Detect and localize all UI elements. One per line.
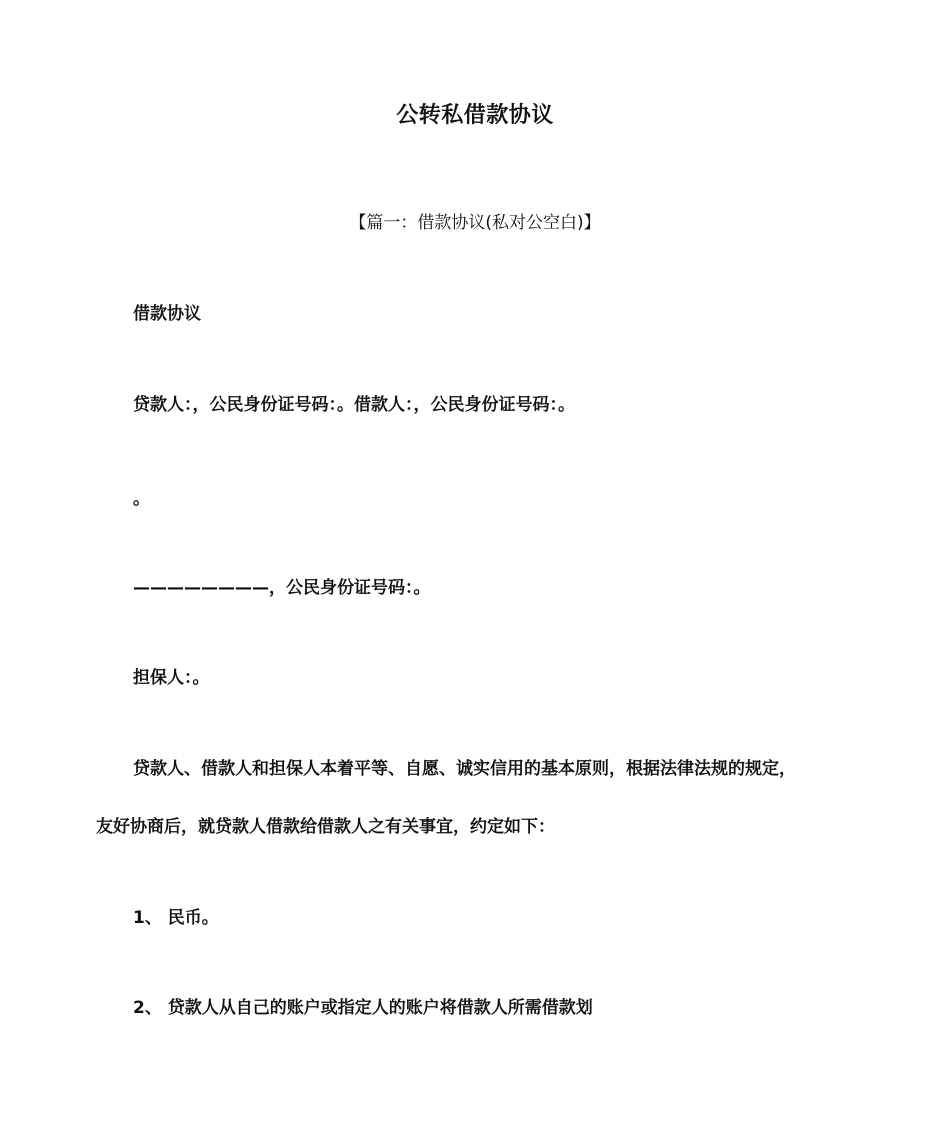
lender-borrower-line: 贷款人：，公民身份证号码：。借款人：，公民身份证号码：。 [133,395,575,415]
clause-1: 1、 民币。 [133,908,219,928]
preamble-line-1: 贷款人、借款人和担保人本着平等、自愿、诚实信用的基本原则，根据法律法规的规定， [133,759,796,779]
document-subtitle: 【篇一：借款协议(私对公空白)】 [349,213,601,233]
period-line: 。 [133,489,150,509]
guarantor-line: 担保人：。 [133,668,210,688]
clause-2: 2、 贷款人从自己的账户或指定人的账户将借款人所需借款划 [133,998,593,1018]
preamble-line-2: 友好协商后，就贷款人借款给借款人之有关事宜，约定如下： [96,817,555,837]
id-number-line: ————————，公民身份证号码：。 [133,578,431,598]
section-heading: 借款协议 [133,304,201,324]
document-title: 公转私借款协议 [396,103,554,128]
